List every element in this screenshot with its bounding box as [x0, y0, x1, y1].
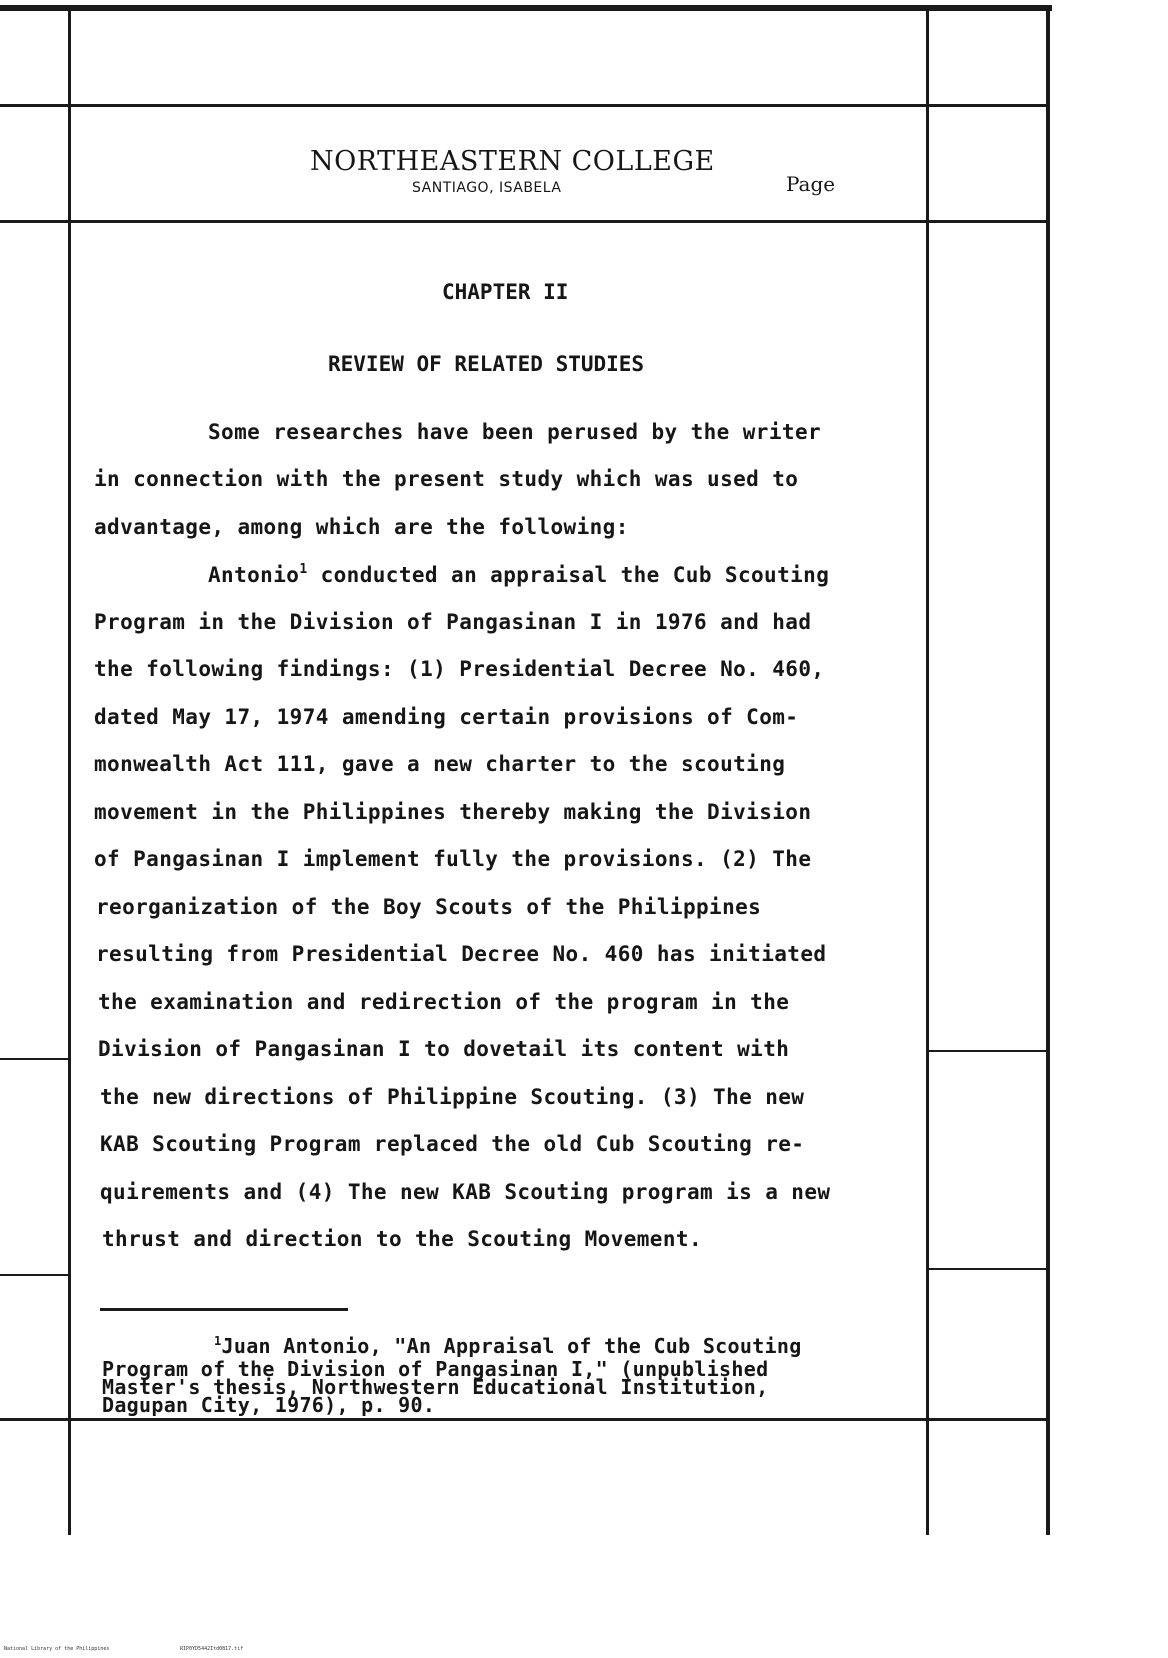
- right-margin-tick: [928, 1268, 1046, 1270]
- body-line: Division of Pangasinan I to dovetail its content with: [98, 1037, 790, 1061]
- body-line: the following findings: (1) Presidential Decree No. 460,: [94, 657, 825, 681]
- frame-right-line-1: [926, 10, 929, 1535]
- footnote-line-4: Dagupan City, 1976), p. 90.: [102, 1393, 436, 1417]
- frame-left-line: [68, 10, 71, 1535]
- antonio-name: Antonio: [208, 563, 300, 587]
- antonio-rest: conducted an appraisal the Cub Scouting: [307, 563, 830, 587]
- body-line: thrust and direction to the Scouting Movement.: [102, 1227, 702, 1251]
- body-line: in connection with the present study which was used to: [94, 467, 799, 491]
- frame-top-edge: [0, 5, 1052, 11]
- footnote-line-1: [214, 1334, 802, 1358]
- body-line: advantage, among which are the following:: [94, 515, 629, 539]
- scan-file-name: RIP0YD5442Itd0817.tif: [180, 1646, 244, 1652]
- page-label: Page: [786, 172, 836, 196]
- section-heading: REVIEW OF RELATED STUDIES: [328, 352, 645, 376]
- body-line: Some researches have been perused by the writer: [208, 420, 822, 444]
- scan-source-label: National Library of the Philippines: [4, 1646, 110, 1652]
- body-line: the new directions of Philippine Scouting. (3) The new: [100, 1085, 805, 1109]
- college-location: SANTIAGO, ISABELA: [412, 180, 562, 196]
- body-line-antonio: [208, 562, 829, 587]
- footnote-line-3: Master's thesis, Northwestern Educational Institution,: [102, 1375, 769, 1399]
- body-line: resulting from Presidential Decree No. 460 has initiated: [96, 942, 827, 966]
- college-name: NORTHEASTERN COLLEGE: [310, 146, 715, 177]
- bottom-rule: [0, 1418, 1046, 1421]
- body-line: monwealth Act 111, gave a new charter to the scouting: [94, 752, 786, 776]
- chapter-title: CHAPTER II: [442, 280, 569, 304]
- header-bottom-rule: [0, 220, 1046, 223]
- body-line: reorganization of the Boy Scouts of the Philippines: [96, 895, 762, 919]
- body-line: quirements and (4) The new KAB Scouting program is a new: [100, 1180, 831, 1204]
- body-line: the examination and redirection of the program in the: [98, 990, 790, 1014]
- frame-right-line-2: [1046, 10, 1050, 1535]
- footnote-line-2: Program of the Division of Pangasinan I," (unpublished: [102, 1357, 769, 1381]
- header-top-rule: [0, 104, 1046, 107]
- right-margin-tick: [928, 1050, 1046, 1052]
- body-line: movement in the Philippines thereby making the Division: [94, 800, 812, 824]
- footnote-separator: [100, 1308, 348, 1311]
- left-margin-tick: [0, 1274, 68, 1276]
- footnote-ref: 1: [299, 562, 308, 577]
- footnote-author-title: Juan Antonio, "An Appraisal of the Cub Scouting: [221, 1334, 802, 1358]
- body-line: Program in the Division of Pangasinan I in 1976 and had: [94, 610, 812, 634]
- body-line: of Pangasinan I implement fully the provisions. (2) The: [94, 847, 812, 871]
- left-margin-tick: [0, 1058, 68, 1060]
- body-line: dated May 17, 1974 amending certain provisions of Com-: [94, 705, 799, 729]
- footnote-marker: 1: [214, 1334, 222, 1348]
- body-line: KAB Scouting Program replaced the old Cub Scouting re-: [100, 1132, 805, 1156]
